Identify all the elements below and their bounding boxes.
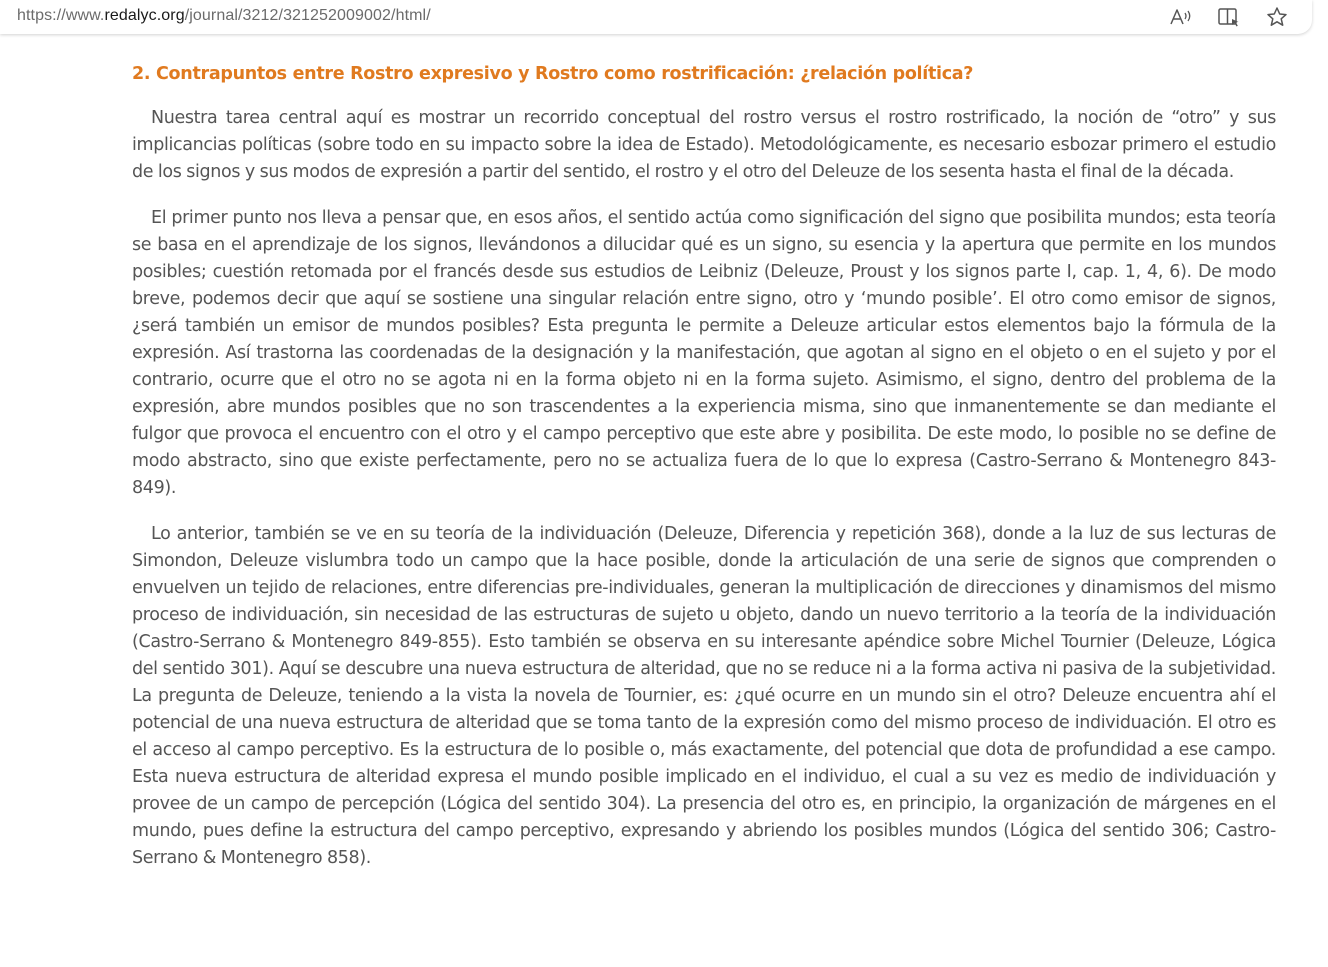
article-content <box>132 56 1276 891</box>
address-bar-actions <box>1168 5 1290 29</box>
section-heading: 2. Contrapuntos entre Rostro expresivo y Rostro como rostrificación: ¿relación política? <box>132 64 974 84</box>
immersive-reader-icon[interactable] <box>1216 5 1242 29</box>
article-paragraph-1: Nuestra tarea central aquí es mostrar un recorrido conceptual del rostro versus el rostro rostrificado, la noción de “otro” y sus implicancias políticas (sobre todo en su impacto sobre la idea de Estado). Metodológicamente, es necesario esbozar primero el estudio de los signos y sus modos de expresión a partir del sentido, el rostro y el otro del Deleuze de los sesenta hasta el final de la década. <box>132 108 1276 182</box>
url-domain: redalyc.org <box>104 7 185 24</box>
article-paragraph-2: El primer punto nos lleva a pensar que, en esos años, el sentido actúa como significación del signo que posibilita mundos; esta teoría se basa en el aprendizaje de los signos, llevándonos a dilucidar qué es un signo, su esencia y la apertura que permite en los mundos posibles; cuestión retomada por el francés desde sus estudios de Leibniz (Deleuze, Proust y los signos parte I, cap. 1, 4, 6). De modo breve, podemos decir que aquí se sostiene una singular relación entre signo, otro y ‘mundo posible’. El otro como emisor de signos, ¿será también un emisor de mundos posibles? Esta pregunta le permite a Deleuze articular estos elementos bajo la fórmula de la expresión. Así trastorna las coordenadas de la designación y la manifestación, que agotan al signo en el objeto o en el sujeto y por el contrario, ocurre que el otro no se agota ni en la forma objeto ni en la forma sujeto. Asimismo, el signo, dentro del problema de la expresión, abre mundos posibles que no son trascendentes a la experiencia misma, sino que inmanentemente se dan mediante el fulgor que provoca el encuentro con el otro y el campo perceptivo que este abre y posibilita. De este modo, lo posible no se define de modo abstracto, sino que existe perfectamente, pero no se actualiza fuera de lo que lo expresa (Castro-Serrano & Montenegro 843-849). <box>132 208 1276 498</box>
url-text[interactable] <box>17 7 431 25</box>
read-aloud-icon[interactable] <box>1168 5 1194 29</box>
favorite-star-icon[interactable] <box>1264 5 1290 29</box>
url-prefix: https://www. <box>17 7 105 24</box>
browser-address-bar[interactable] <box>0 0 1312 34</box>
url-path: /journal/3212/321252009002/html/ <box>184 7 431 24</box>
article-paragraph-3: Lo anterior, también se ve en su teoría de la individuación (Deleuze, Diferencia y repetición 368), donde a la luz de sus lecturas de Simondon, Deleuze vislumbra todo un campo que la hace posible, donde la articulación de una serie de signos que comprenden o envuelven un tejido de relaciones, entre diferencias pre-individuales, generan la multiplicación de direcciones y dinamismos del mismo proceso de individuación, sin necesidad de las estructuras de sujeto u objeto, dando un nuevo territorio a la teoría de la individuación (Castro-Serrano & Montenegro 849-855). Esto también se observa en su interesante apéndice sobre Michel Tournier (Deleuze, Lógica del sentido 301). Aquí se descubre una nueva estructura de alteridad, que no se reduce ni a la forma activa ni pasiva de la subjetividad. La pregunta de Deleuze, teniendo a la vista la novela de Tournier, es: ¿qué ocurre en un mundo sin el otro? Deleuze encuentra ahí el potencial de una nueva estructura de alteridad que se toma tanto de la expresión como del mismo proceso de individuación. El otro es el acceso al campo perceptivo. Es la estructura de lo posible o, más exactamente, del potencial que dota de profundidad a ese campo. Esta nueva estructura de alteridad expresa el mundo posible implicado en el individuo, el cual a su vez es medio de individuación y provee de un campo de percepción (Lógica del sentido 304). La presencia del otro es, en principio, la organización de márgenes en el mundo, pues define la estructura del campo perceptivo, expresando y abriendo los posibles mundos (Lógica del sentido 306; Castro-Serrano & Montenegro 858). <box>132 524 1276 868</box>
